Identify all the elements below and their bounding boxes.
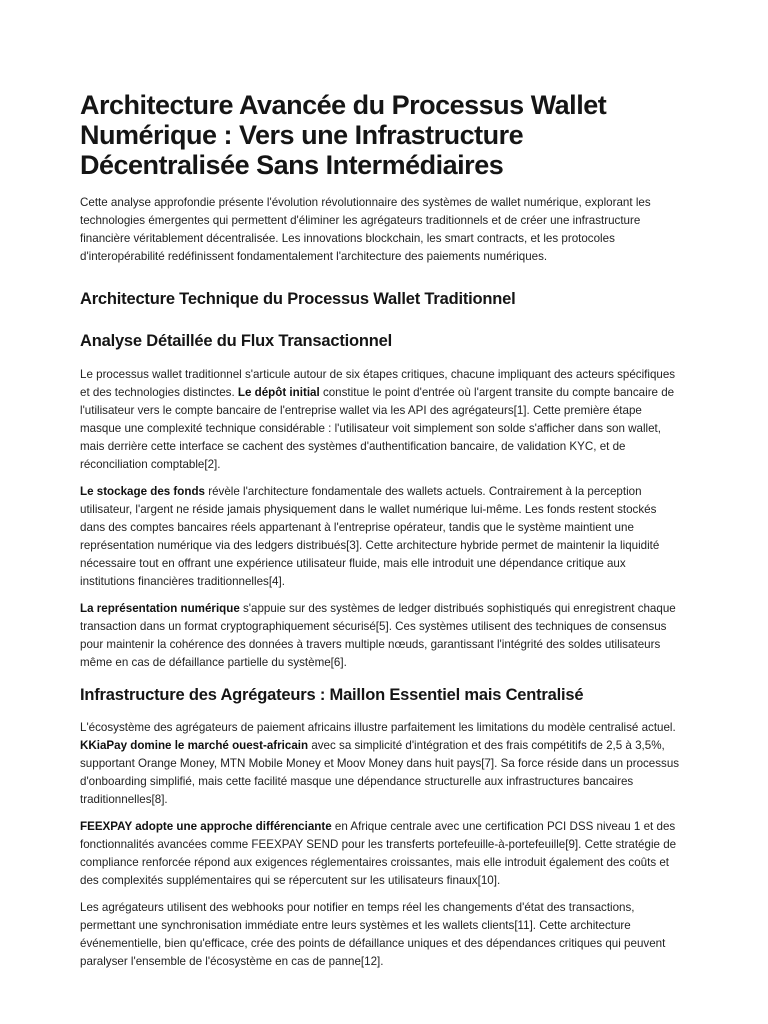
- document-title: Architecture Avancée du Processus Wallet Numérique : Vers une Infrastructure Décentralisée Sans Intermédiaires: [80, 90, 607, 180]
- text-span: révèle l'architecture fondamentale des wallets actuels. Contrairement à la perception utilisateur, l'argent ne réside jamais physiquement dans le wallet numérique lui-même. Les fonds restent stockés dans des comptes bancaires réels appartenant à l'entreprise opérateur, tandis que le système maintient une représentation numérique via des ledgers distribués[3]. Cette architecture hybride permet de maintenir la liquidité nécessaire tout en offrant une expérience utilisateur fluide, mais elle introduit une dépendance critique aux institutions financières traditionnelles[4].: [80, 485, 660, 588]
- paragraph-kkiapay: [80, 719, 682, 809]
- paragraph-feexpay: [80, 818, 682, 890]
- bold-term: Le stockage des fonds: [80, 485, 205, 498]
- paragraph-representation: [80, 600, 682, 672]
- text-span: en Afrique centrale avec une certification PCI DSS niveau 1 et des fonctionnalités avancées comme FEEXPAY SEND pour les transferts portefeuille-à-portefeuille[9]. Cette stratégie de compliance renforcée répond aux exigences réglementaires croissantes, mais elle introduit également des coûts et des complexités supplémentaires qui se répercutent sur les utilisateurs finaux[10].: [80, 820, 677, 887]
- paragraph-stockage: [80, 483, 682, 591]
- text-span: constitue le point d'entrée où l'argent transite du compte bancaire de l'utilisateur vers le compte bancaire de l'entreprise wallet via les API des agrégateurs[1]. Cette première étape masque une complexité technique considérable : l'utilisateur voit simplement son solde s'afficher dans son wallet, mais derrière cette interface se cachent des systèmes d'authentification bancaire, de validation KYC, et de réconciliation comptable[2].: [80, 386, 675, 471]
- bold-term: KKiaPay domine le marché ouest-africain: [80, 739, 309, 752]
- text-span: Le processus wallet traditionnel s'articule autour de six étapes critiques, chacune impliquant des acteurs spécifiques et des technologies distinctes.: [80, 368, 676, 399]
- section-heading-agregateurs: Infrastructure des Agrégateurs : Maillon Essentiel mais Centralisé: [80, 686, 584, 704]
- paragraph-webhooks: Les agrégateurs utilisent des webhooks pour notifier en temps réel les changements d'état des transactions, permettant une synchronisation immédiate entre leurs systèmes et les wallets clients[11]. Cette architecture événementielle, bien qu'efficace, crée des points de défaillance uniques et des dépendances critiques qui peuvent paralyser l'ensemble de l'écosystème en cas de panne[12].: [80, 901, 666, 968]
- bold-term: La représentation numérique: [80, 602, 240, 615]
- intro-paragraph: Cette analyse approfondie présente l'évolution révolutionnaire des systèmes de wallet numérique, explorant les technologies émergentes qui permettent d'éliminer les agrégateurs traditionnels et de créer une infrastructure financière véritablement décentralisée. Les innovations blockchain, les smart contracts, et les protocoles d'interopérabilité redéfinissent fondamentalement l'architecture des paiements numériques.: [80, 196, 651, 263]
- paragraph-depot: [80, 366, 682, 474]
- section-heading-architecture: Architecture Technique du Processus Wallet Traditionnel: [80, 290, 516, 308]
- bold-term: FEEXPAY adopte une approche différenciante: [80, 820, 332, 833]
- section-heading-flux: Analyse Détaillée du Flux Transactionnel: [80, 332, 393, 350]
- text-span: avec sa simplicité d'intégration et des frais compétitifs de 2,5 à 3,5%, supportant Orange Money, MTN Mobile Money et Moov Money dans huit pays[7]. Sa force réside dans un processus d'onboarding simplifié, mais cette facilité masque une dépendance structurelle aux infrastructures bancaires traditionnelles[8].: [80, 739, 680, 806]
- bold-term: Le dépôt initial: [237, 386, 320, 399]
- text-span: s'appuie sur des systèmes de ledger distribués sophistiqués qui enregistrent chaque transaction dans un format cryptographiquement sécurisé[5]. Ces systèmes utilisent des techniques de consensus pour maintenir la cohérence des données à travers multiple nœuds, garantissant l'intégrité des soldes utilisateurs même en cas de défaillance partielle du système[6].: [80, 602, 676, 669]
- text-span: L'écosystème des agrégateurs de paiement africains illustre parfaitement les limitations du modèle centralisé actuel.: [80, 721, 676, 734]
